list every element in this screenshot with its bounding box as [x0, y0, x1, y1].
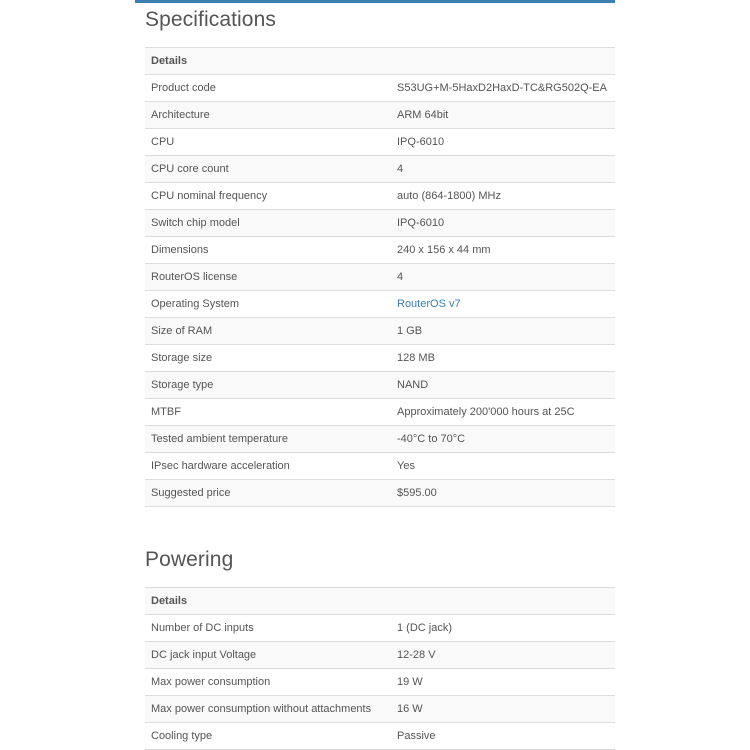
spec-value: 4 — [391, 264, 615, 291]
powering-table-body — [145, 588, 615, 750]
table-row — [145, 399, 615, 426]
table-row — [145, 318, 615, 345]
spec-label: IPsec hardware acceleration — [145, 453, 391, 480]
section-title-specifications: Specifications — [145, 8, 276, 31]
spec-label: Storage size — [145, 345, 391, 372]
table-header-cell: Details — [145, 48, 615, 75]
spec-label: CPU core count — [145, 156, 391, 183]
spec-value: 19 W — [391, 669, 615, 696]
spec-label: Max power consumption — [145, 669, 391, 696]
table-row — [145, 75, 615, 102]
spec-value-link[interactable]: RouterOS v7 — [397, 298, 461, 310]
table-row — [145, 237, 615, 264]
spec-value: $595.00 — [391, 480, 615, 507]
spec-value: IPQ-6010 — [391, 210, 615, 237]
spec-label: CPU — [145, 129, 391, 156]
spec-value: 1 GB — [391, 318, 615, 345]
table-row — [145, 615, 615, 642]
spec-value: 240 x 156 x 44 mm — [391, 237, 615, 264]
table-row — [145, 453, 615, 480]
spec-label: Architecture — [145, 102, 391, 129]
spec-label: Tested ambient temperature — [145, 426, 391, 453]
table-row — [145, 129, 615, 156]
spec-label: Size of RAM — [145, 318, 391, 345]
spec-label: Cooling type — [145, 723, 391, 750]
spec-value: 128 MB — [391, 345, 615, 372]
spec-value: 16 W — [391, 696, 615, 723]
spec-label: Product code — [145, 75, 391, 102]
table-row — [145, 102, 615, 129]
spec-value: ARM 64bit — [391, 102, 615, 129]
section-title-powering: Powering — [145, 548, 234, 571]
table-row — [145, 156, 615, 183]
table-header-cell: Details — [145, 588, 615, 615]
table-row — [145, 291, 615, 318]
spec-value: Yes — [391, 453, 615, 480]
spec-label: Operating System — [145, 291, 391, 318]
table-row — [145, 426, 615, 453]
table-row — [145, 345, 615, 372]
spec-label: Number of DC inputs — [145, 615, 391, 642]
spec-value: 4 — [391, 156, 615, 183]
spec-value: 1 (DC jack) — [391, 615, 615, 642]
table-row — [145, 183, 615, 210]
table-row — [145, 480, 615, 507]
spec-label: DC jack input Voltage — [145, 642, 391, 669]
table-header-row — [145, 588, 615, 615]
table-header-row — [145, 48, 615, 75]
spec-label: CPU nominal frequency — [145, 183, 391, 210]
spec-value: 12-28 V — [391, 642, 615, 669]
table-row — [145, 696, 615, 723]
spec-label: Switch chip model — [145, 210, 391, 237]
spec-value: IPQ-6010 — [391, 129, 615, 156]
spec-label: Suggested price — [145, 480, 391, 507]
table-row — [145, 372, 615, 399]
spec-value: Approximately 200'000 hours at 25C — [391, 399, 615, 426]
spec-value: -40°C to 70°C — [391, 426, 615, 453]
specifications-table-body — [145, 48, 615, 507]
table-row — [145, 264, 615, 291]
powering-section — [145, 543, 615, 750]
specifications-section — [145, 3, 615, 507]
spec-label: RouterOS license — [145, 264, 391, 291]
table-row — [145, 723, 615, 750]
spec-value: S53UG+M-5HaxD2HaxD-TC&RG502Q-EA — [391, 75, 615, 102]
spec-value-cell — [391, 291, 615, 318]
spec-label: MTBF — [145, 399, 391, 426]
spec-value: auto (864-1800) MHz — [391, 183, 615, 210]
table-row — [145, 642, 615, 669]
spec-label: Storage type — [145, 372, 391, 399]
spec-value: Passive — [391, 723, 615, 750]
spec-label: Dimensions — [145, 237, 391, 264]
specifications-table — [145, 47, 615, 507]
table-row — [145, 669, 615, 696]
table-row — [145, 210, 615, 237]
spec-label: Max power consumption without attachments — [145, 696, 391, 723]
spec-value: NAND — [391, 372, 615, 399]
powering-table — [145, 587, 615, 750]
